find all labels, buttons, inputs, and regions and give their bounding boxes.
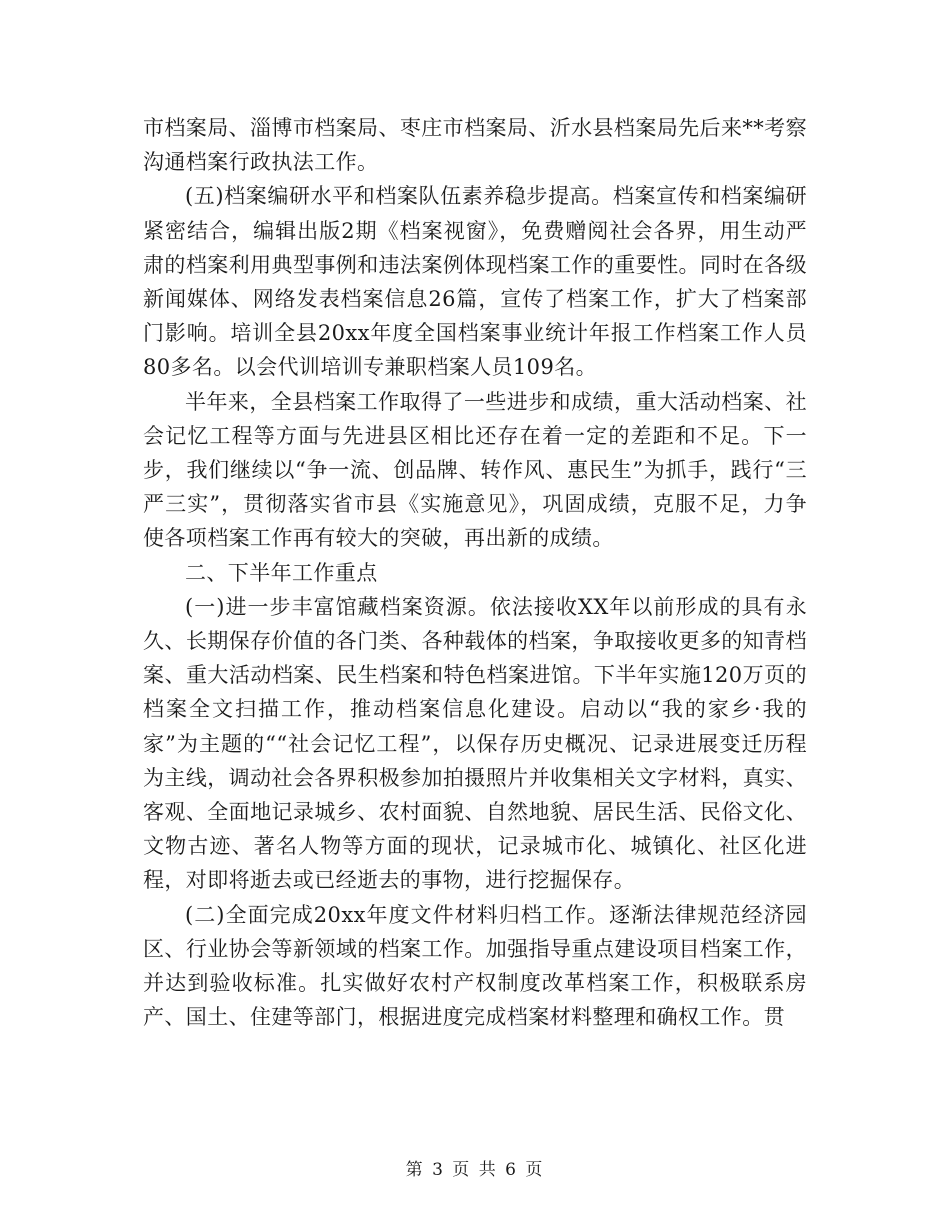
section-heading-second-half-priorities: 二、下半年工作重点	[185, 560, 378, 585]
paragraph-enrich-collection: (一)进一步丰富馆藏档案资源。依法接收XX年以前形成的具有永久、长期保存价值的各门类、各种载体的档案，争取接收更多的知青档案、重大活动档案、民生档案和特色档案进馆。下半年实施120万页的档案全文扫描工作，推动档案信息化建设。启动以“我的家乡·我的家”为主题的““社会记忆工程”，以保存历史概况、记录进展变迁历程为主线，调动社会各界积极参加拍摄照片并收集相关文字材料，真实、客观、全面地记录城乡、农村面貌、自然地貌、居民生活、民俗文化、文物古迹、著名人物等方面的现状，记录城市化、城镇化、社区化进程，对即将逝去或已经逝去的事物，进行挖掘保存。	[143, 594, 807, 893]
document-body	[143, 111, 807, 1034]
paragraph-continuation: 市档案局、淄博市档案局、枣庄市档案局、沂水县档案局先后来**考察沟通档案行政执法工作。	[143, 116, 807, 175]
paragraph-archive-compilation: (五)档案编研水平和档案队伍素养稳步提高。档案宣传和档案编研紧密结合，编辑出版2期《档案视窗》，免费赠阅社会各界，用生动严肃的档案利用典型事例和违法案例体现档案工作的重要性。同时在各级新闻媒体、网络发表档案信息26篇，宣传了档案工作，扩大了档案部门影响。培训全县20xx年度全国档案事业统计年报工作档案工作人员80多名。以会代训培训专兼职档案人员109名。	[143, 184, 807, 380]
paragraph-complete-filing: (二)全面完成20xx年度文件材料归档工作。逐渐法律规范经济园区、行业协会等新领域的档案工作。加强指导重点建设项目档案工作，并达到验收标准。扎实做好农村产权制度改革档案工作，积极联系房产、国土、住建等部门，根据进度完成档案材料整理和确权工作。贯	[143, 902, 807, 1030]
paragraph-half-year-summary: 半年来，全县档案工作取得了一些进步和成绩，重大活动档案、社会记忆工程等方面与先进县区相比还存在着一定的差距和不足。下一步，我们继续以“争一流、创品牌、转作风、惠民生”为抓手，践行“三严三实”，贯彻落实省市县《实施意见》，巩固成绩，克服不足，力争使各项档案工作再有较大的突破，再出新的成绩。	[143, 389, 807, 551]
page-number-footer: 第 3 页 共 6 页	[405, 1160, 545, 1180]
